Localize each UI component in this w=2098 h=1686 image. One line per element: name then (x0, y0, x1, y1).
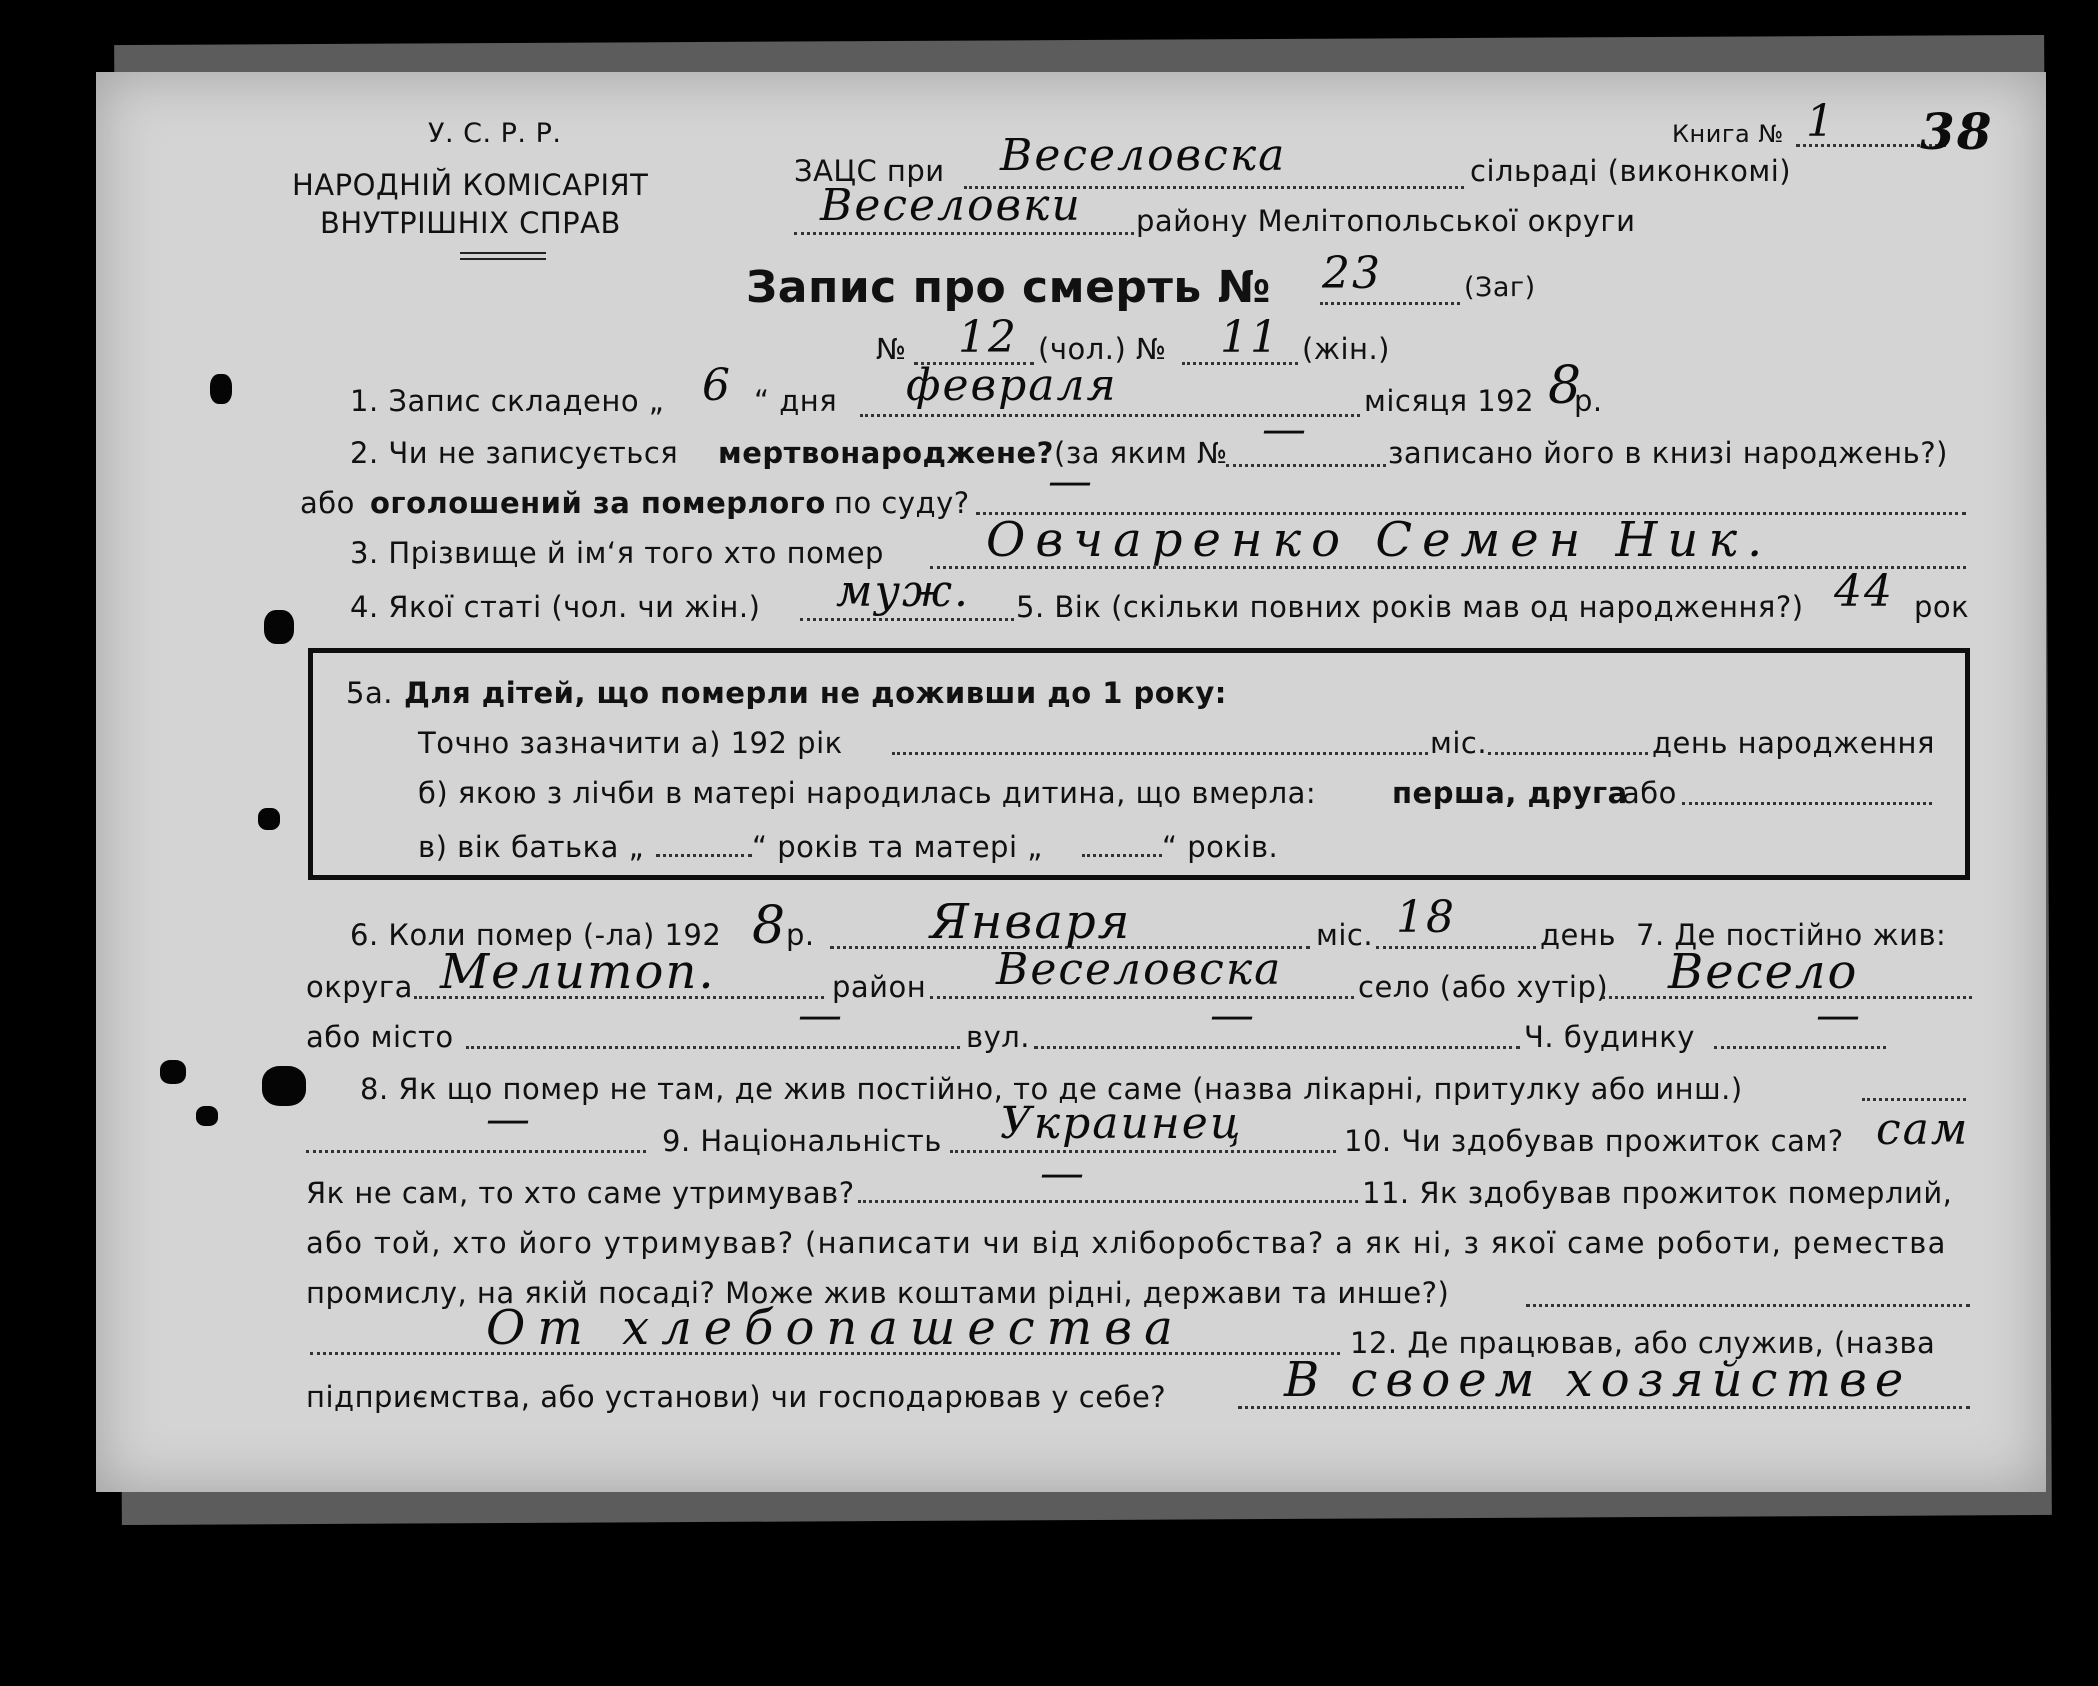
field5-label: 5. Вік (скільки повних років мав од народження?) (1016, 590, 1804, 624)
field1-mid: “ дня (754, 384, 838, 418)
male-label: (чол.) № (1038, 332, 1167, 366)
zags-prefix: ЗАЦС при (794, 154, 945, 188)
field5a-year-line (892, 752, 1428, 755)
field6-mis: міс. (1316, 918, 1374, 952)
rayon-line (930, 996, 1354, 999)
field9-label: 9. Національність (662, 1124, 942, 1158)
field5a-order-line (1682, 802, 1932, 805)
field8-value: — (486, 1094, 532, 1145)
council-suffix: сільраді (виконкомі) (1470, 154, 1792, 188)
book-number: 1 (1806, 96, 1836, 147)
binder-hole (264, 610, 294, 644)
field5-age: 44 (1834, 566, 1894, 617)
record-title: Запис про смерть № (746, 262, 1271, 313)
misto-line (466, 1046, 960, 1049)
field6-r: р. (786, 918, 815, 952)
field5-rok: рок (1914, 590, 1970, 624)
field8-line-end (1862, 1098, 1966, 1101)
misto-value: — (798, 990, 844, 1041)
field11-line2: або той, хто його утримував? (написати чи від хліборобства? а як ні, з якої саме роботи, ремества (306, 1226, 1947, 1260)
field2-c: (за яким № (1054, 436, 1228, 470)
field12-value: В своем хозяйстве (1284, 1352, 1912, 1408)
field5a-month-line (1488, 752, 1648, 755)
female-label: (жін.) (1302, 332, 1390, 366)
field5a-line2-a: б) якою з лічби в матері народилась дитина, що вмерла: (418, 776, 1317, 810)
field1-r: р. (1574, 384, 1603, 418)
record-number-line (1320, 302, 1460, 305)
field11-line3: промислу, на якій посаді? Може жив коштами рідні, держави та инше?) (306, 1276, 1450, 1310)
field6-year: 8 (752, 896, 788, 956)
okruga-label: округа (306, 970, 413, 1004)
field10-label: 10. Чи здобував прожиток сам? (1344, 1124, 1844, 1158)
field2-b: мертвонароджене? (718, 436, 1054, 470)
field1-label: 1. Запис складено „ (350, 384, 665, 418)
binder-hole (262, 1066, 306, 1106)
field3-name: Овчаренко Семен Ник. (986, 512, 1773, 568)
field5a-line1-a: Точно зазначити а) 192 рік (418, 726, 843, 760)
field2-a: 2. Чи не записується (350, 436, 679, 470)
male-no-label: № (876, 332, 907, 366)
field5a-line2-c: або (1622, 776, 1677, 810)
field4-line (800, 618, 1014, 621)
field11-value: От хлебопашества (486, 1300, 1185, 1356)
field8-label: 8. Як що помер не там, де жив постійно, то де саме (назва лікарні, притулку або инш.) (360, 1072, 1743, 1106)
misto-label: або місто (306, 1020, 454, 1054)
budynok-label: Ч. будинку (1524, 1020, 1695, 1054)
binder-hole (258, 808, 280, 830)
field2-d: записано його в книзі народжень?) (1388, 436, 1948, 470)
budynok-line (1714, 1046, 1886, 1049)
field6-den: день (1540, 918, 1616, 952)
field5a-line1-b: міс. (1430, 726, 1488, 760)
field2-g: по суду? (834, 486, 970, 520)
rayon-value: Веселовска (996, 944, 1283, 995)
field7-label: 7. Де постійно жив: (1636, 918, 1947, 952)
field2-dash: — (1262, 404, 1308, 455)
field5a-title: Для дітей, що померли не доживши до 1 року: (404, 676, 1227, 710)
field5a-line1-c: день народження (1652, 726, 1935, 760)
record-number: 23 (1322, 248, 1382, 299)
field12-label: 12. Де працював, або служив, (назва (1350, 1326, 1936, 1360)
field6-month: Января (930, 894, 1132, 950)
field5a-mother-age-line (1082, 854, 1162, 857)
field4-label: 4. Якої статі (чол. чи жін.) (350, 590, 761, 624)
binder-hole (210, 374, 232, 404)
field5a-num: 5а. (346, 676, 393, 710)
male-number: 12 (958, 312, 1018, 363)
field5a-line2-b: перша, друга (1392, 776, 1628, 810)
field6-label: 6. Коли помер (-ла) 192 (350, 918, 722, 952)
field2-f: оголошений за померлого (370, 486, 826, 520)
vul-line (1034, 1046, 1520, 1049)
page-number: 38 (1920, 102, 1994, 161)
vul-value: — (1210, 990, 1256, 1041)
field5a-line3-a: в) вік батька „ (418, 830, 645, 864)
field5a-line3-c: “ років. (1162, 830, 1279, 864)
field5a-line3-b: “ років та матері „ (752, 830, 1043, 864)
record-zag: (Заг) (1464, 272, 1536, 303)
field11-label: 11. Як здобував прожиток померлий, (1362, 1176, 1953, 1210)
selo-label: село (або хутір) (1358, 970, 1609, 1004)
district-suffix: району Мелітопольської округи (1136, 204, 1636, 238)
district-handwritten: Веселовки (820, 180, 1082, 231)
field1-month: февраля (906, 360, 1118, 411)
book-label: Книга № (1672, 120, 1784, 148)
female-number: 11 (1220, 312, 1280, 363)
field2-dash2: — (1048, 456, 1094, 507)
field2-e: або (300, 486, 355, 520)
field10b-label: Як не сам, то хто саме утримував? (306, 1176, 855, 1210)
header-rule (460, 252, 546, 254)
field9-value: Украинец (1000, 1098, 1243, 1149)
selo-value: Весело (1668, 944, 1859, 1000)
header-rule (460, 258, 546, 260)
rayon-label: район (832, 970, 927, 1004)
ussr-heading: У. С. Р. Р. (428, 118, 562, 149)
field1-month-label: місяця 192 (1364, 384, 1535, 418)
field3-label: 3. Прізвище й ім‘я того хто помер (350, 536, 884, 570)
district-line (794, 232, 1134, 235)
field1-year: 8 (1548, 356, 1584, 416)
binder-hole (160, 1060, 186, 1084)
field12-line2: підприємства, або установи) чи господарював у себе? (306, 1380, 1167, 1414)
field9-line (950, 1150, 1336, 1153)
field10b-value: — (1040, 1148, 1086, 1199)
field6-day: 18 (1396, 892, 1456, 943)
commissariat-line2: ВНУТРІШНІХ СПРАВ (320, 206, 621, 240)
zags-village-handwritten: Веселовска (1000, 130, 1287, 181)
okruga-value: Мелитоп. (440, 944, 716, 1000)
field10-value: сам (1876, 1104, 1970, 1155)
field2-number-line (1226, 464, 1386, 467)
field6-day-line (1376, 946, 1536, 949)
budynok-value: — (1816, 990, 1862, 1041)
vul-label: вул. (966, 1020, 1031, 1054)
field1-day: 6 (702, 360, 732, 411)
commissariat-line1: НАРОДНІЙ КОМІСАРІЯТ (292, 168, 649, 202)
field11-line3-end (1526, 1304, 1970, 1307)
field4-sex: муж. (836, 566, 971, 617)
field10b-line (858, 1200, 1358, 1203)
binder-hole (196, 1106, 218, 1126)
field8-line (306, 1150, 646, 1153)
field5a-father-age-line (656, 854, 752, 857)
